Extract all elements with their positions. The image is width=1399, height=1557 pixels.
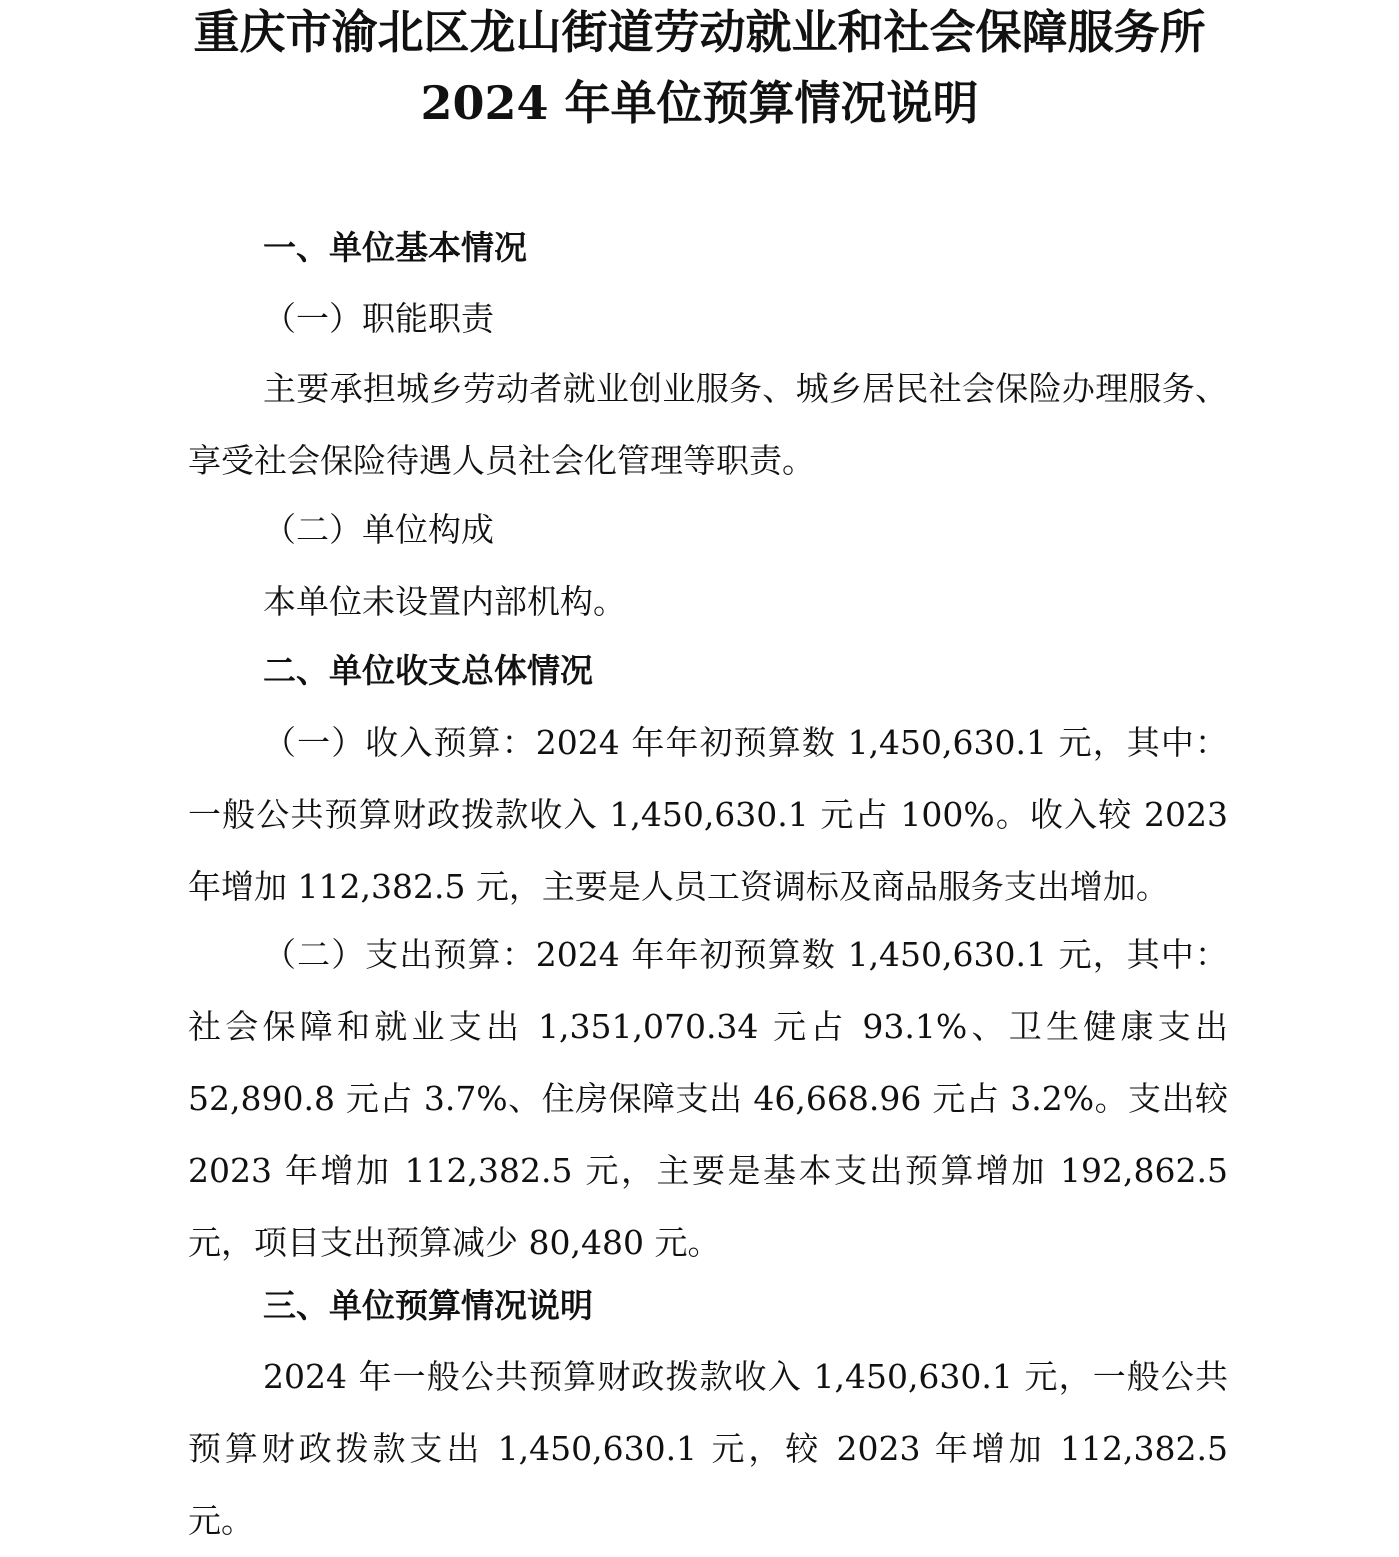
document-title-line2: 2024 年单位预算情况说明 (420, 76, 979, 130)
section1-sub1-paragraph: 主要承担城乡劳动者就业创业服务、城乡居民社会保险办理服务、享受社会保险待遇人员社会化管理等职责。 (188, 369, 1228, 480)
section1-sub2-paragraph: 本单位未设置内部机构。 (263, 582, 626, 621)
section1-sub1-heading: （一）职能职责 (263, 299, 494, 338)
section2-heading: 二、单位收支总体情况 (263, 651, 593, 690)
document-title-line1: 重庆市渝北区龙山街道劳动就业和社会保障服务所 (193, 5, 1206, 59)
section2-income-paragraph: （一）收入预算：2024 年年初预算数 1,450,630.1 元，其中：一般公共预算财政拨款收入 1,450,630.1 元占 100%。收入较 2023 年增加 112,382.5 元，主要是人员工资调标及商品服务支出增加。 (188, 723, 1228, 906)
section1-sub2-heading: （二）单位构成 (263, 510, 494, 549)
section3-heading: 三、单位预算情况说明 (263, 1286, 593, 1325)
section1-heading: 一、单位基本情况 (263, 228, 527, 267)
section2-expense-paragraph: （二）支出预算：2024 年年初预算数 1,450,630.1 元，其中：社会保障和就业支出 1,351,070.34 元占 93.1%、卫生健康支出 52,890.8 元占 3.7%、住房保障支出 46,668.96 元占 3.2%。支出较 2023 年增加 112,382.5 元，主要是基本支出预算增加 192,862.5 元，项目支出预算减少 80,480 元。 (188, 935, 1228, 1262)
section3-paragraph: 2024 年一般公共预算财政拨款收入 1,450,630.1 元，一般公共预算财政拨款支出 1,450,630.1 元，较 2023 年增加 112,382.5 元。 (188, 1357, 1228, 1540)
